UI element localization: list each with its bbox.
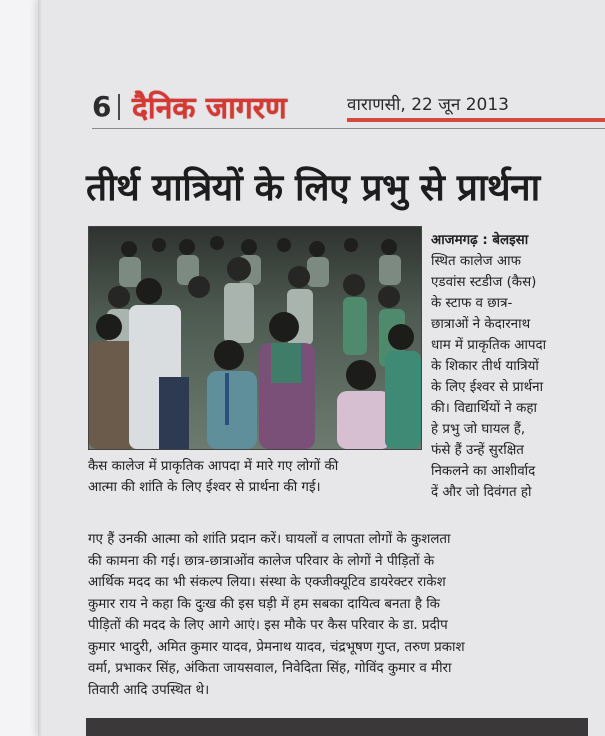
column-line: दें और जो दिवंगत हो [431, 485, 532, 500]
body-line: की कामना की गई। छात्र-छात्राओंव कालेज परिवार के लोगों ने पीड़ितों के [88, 553, 435, 569]
masthead-red-rule [347, 118, 605, 122]
body-line: कुमार भादुरी, अमित कुमार यादव, प्रेमनाथ यादव, चंद्रभूषण गुप्त, तरुण प्रकाश [88, 639, 465, 655]
crowd-photo-illustration [89, 227, 421, 449]
masthead-grey-rule [92, 128, 605, 129]
column-line: एडवांस स्टडीज (कैस) [431, 275, 537, 290]
masthead [92, 84, 605, 130]
column-line: के स्टाफ व छात्र- [431, 296, 513, 311]
article-body [88, 529, 598, 701]
body-line: कुमार राय ने कहा कि दुःख की इस घड़ी में हम सबका दायित्व बनता है कि [88, 596, 440, 612]
column-line: आजमगढ़ : बेलइसा [431, 233, 529, 248]
page-number: 6 [92, 90, 112, 123]
column-line: फंसे हैं उन्हें सुरक्षित [431, 443, 524, 458]
caption-line: आत्मा की शांति के लिए ईश्वर से प्रार्थना की गई। [88, 480, 321, 495]
photo-caption [88, 456, 420, 498]
column-line: छात्राओं ने केदारनाथ [431, 317, 531, 332]
article-column [431, 230, 591, 503]
news-photo [88, 226, 422, 450]
clipping-edge [38, 0, 42, 736]
dateline: वाराणसी, 22 जून 2013 [347, 95, 509, 115]
column-line: हे प्रभु जो घायल हैं, [431, 422, 526, 437]
body-line: पीड़ितों की मदद के लिए आगे आएं। इस मौके पर कैस परिवार के डा. प्रदीप [88, 618, 448, 633]
body-line: आर्थिक मदद का भी संकल्प लिया। संस्था के एक्जीक्यूटिव डायरेक्टर राकेश [88, 575, 446, 590]
column-line: स्थित कालेज आफ [431, 254, 521, 269]
column-line: निकलने का आशीर्वाद [431, 464, 536, 479]
column-line: की। विद्यार्थियों ने कहा [431, 401, 537, 416]
page-number-divider [118, 94, 120, 120]
body-line: गए हैं उनकी आत्मा को शांति प्रदान करें। घायलों व लापता लोगों के कुशलता [88, 532, 451, 547]
column-line: के लिए ईश्वर से प्रार्थना [431, 380, 544, 395]
column-line: के शिकार तीर्थ यात्रियों [431, 359, 539, 374]
newspaper-logo: दैनिक जागरण [132, 91, 287, 126]
column-line: धाम में प्राकृतिक आपदा [431, 338, 547, 353]
next-article-band [86, 718, 588, 736]
caption-line: कैस कालेज में प्राकृतिक आपदा में मारे गए लोगों की [88, 459, 339, 474]
body-line: वर्मा, प्रभाकर सिंह, अंकिता जायसवाल, निवेदिता सिंह, गोविंद कुमार व मीरा [88, 661, 452, 676]
body-line: तिवारी आदि उपस्थित थे। [88, 682, 210, 698]
headline: तीर्थ यात्रियों के लिए प्रभु से प्रार्थना [86, 166, 540, 209]
